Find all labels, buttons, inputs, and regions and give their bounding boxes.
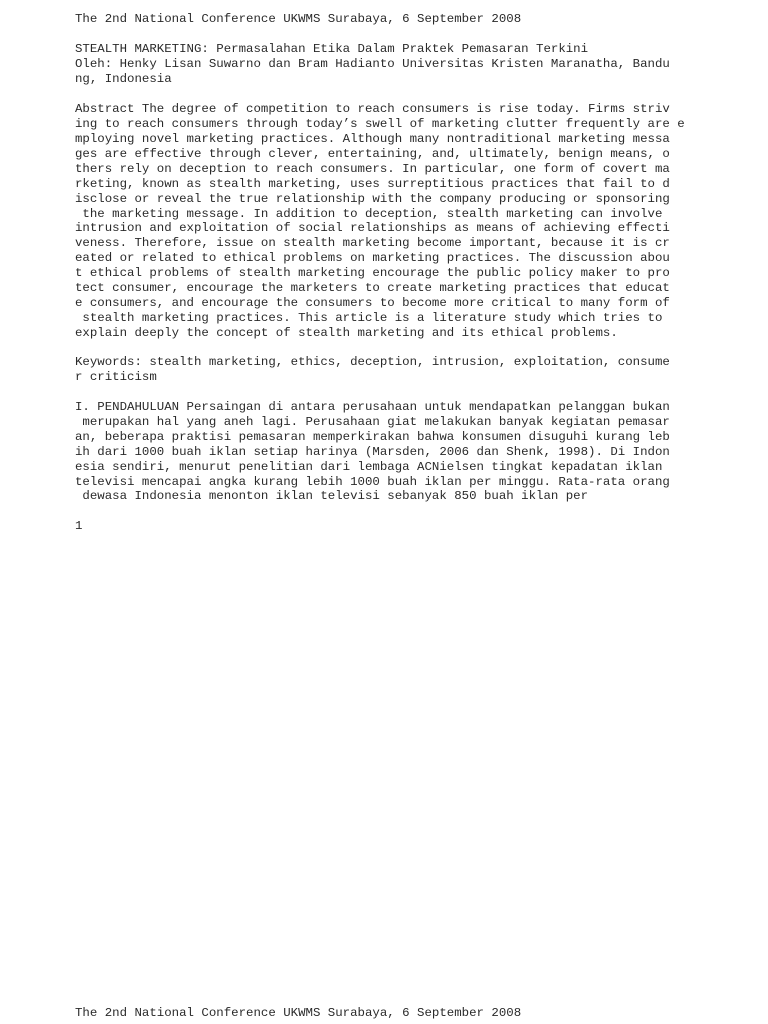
running-footer: The 2nd National Conference UKWMS Surabaya, 6 September 2008 [75,1006,522,1020]
abstract-line: e consumers, and encourage the consumers to become more critical to many form of [75,296,670,310]
paper-title: STEALTH MARKETING: Permasalahan Etika Dalam Praktek Pemasaran Terkini [75,42,589,56]
introduction-line: I. PENDAHULUAN Persaingan di antara perusahaan untuk mendapatkan pelanggan bukan [75,400,670,414]
abstract-line: mploying novel marketing practices. Although many nontraditional marketing messa [75,132,670,146]
introduction-line: esia sendiri, menurut penelitian dari lembaga ACNielsen tingkat kepadatan iklan [75,460,663,474]
authors-line: ng, Indonesia [75,72,172,86]
abstract-line: the marketing message. In addition to deception, stealth marketing can involve [75,207,663,221]
authors-line: Oleh: Henky Lisan Suwarno dan Bram Hadianto Universitas Kristen Maranatha, Bandu [75,57,670,71]
abstract-line: t ethical problems of stealth marketing encourage the public policy maker to pro [75,266,670,280]
introduction-line: dewasa Indonesia menonton iklan televisi sebanyak 850 buah iklan per [75,489,589,503]
abstract-line: explain deeply the concept of stealth marketing and its ethical problems. [75,326,618,340]
introduction-line: merupakan hal yang aneh lagi. Perusahaan giat melakukan banyak kegiatan pemasar [75,415,670,429]
keywords-line: r criticism [75,370,157,384]
page-number: 1 [75,519,83,533]
keywords-line: Keywords: stealth marketing, ethics, deception, intrusion, exploitation, consume [75,355,670,369]
abstract-line: intrusion and exploitation of social relationships as means of achieving effecti [75,221,670,235]
abstract-line: rketing, known as stealth marketing, uses surreptitious practices that fail to d [75,177,670,191]
abstract-line: tect consumer, encourage the marketers to create marketing practices that educat [75,281,670,295]
abstract-line: isclose or reveal the true relationship with the company producing or sponsoring [75,192,670,206]
introduction-line: televisi mencapai angka kurang lebih 1000 buah iklan per minggu. Rata-rata orang [75,475,670,489]
running-header: The 2nd National Conference UKWMS Surabaya, 6 September 2008 [75,12,522,26]
abstract-line: ges are effective through clever, entertaining, and, ultimately, benign means, o [75,147,670,161]
introduction-line: ih dari 1000 buah iklan setiap harinya (Marsden, 2006 dan Shenk, 1998). Di Indon [75,445,670,459]
abstract-line: stealth marketing practices. This article is a literature study which tries to [75,311,663,325]
abstract-line: eated or related to ethical problems on marketing practices. The discussion abou [75,251,670,265]
abstract-line: veness. Therefore, issue on stealth marketing become important, because it is cr [75,236,670,250]
abstract-line: Abstract The degree of competition to reach consumers is rise today. Firms striv [75,102,670,116]
abstract-line: ing to reach consumers through today’s swell of marketing clutter frequently are e [75,117,685,131]
introduction-line: an, beberapa praktisi pemasaran memperkirakan bahwa konsumen disuguhi kurang leb [75,430,670,444]
abstract-line: thers rely on deception to reach consumers. In particular, one form of covert ma [75,162,670,176]
